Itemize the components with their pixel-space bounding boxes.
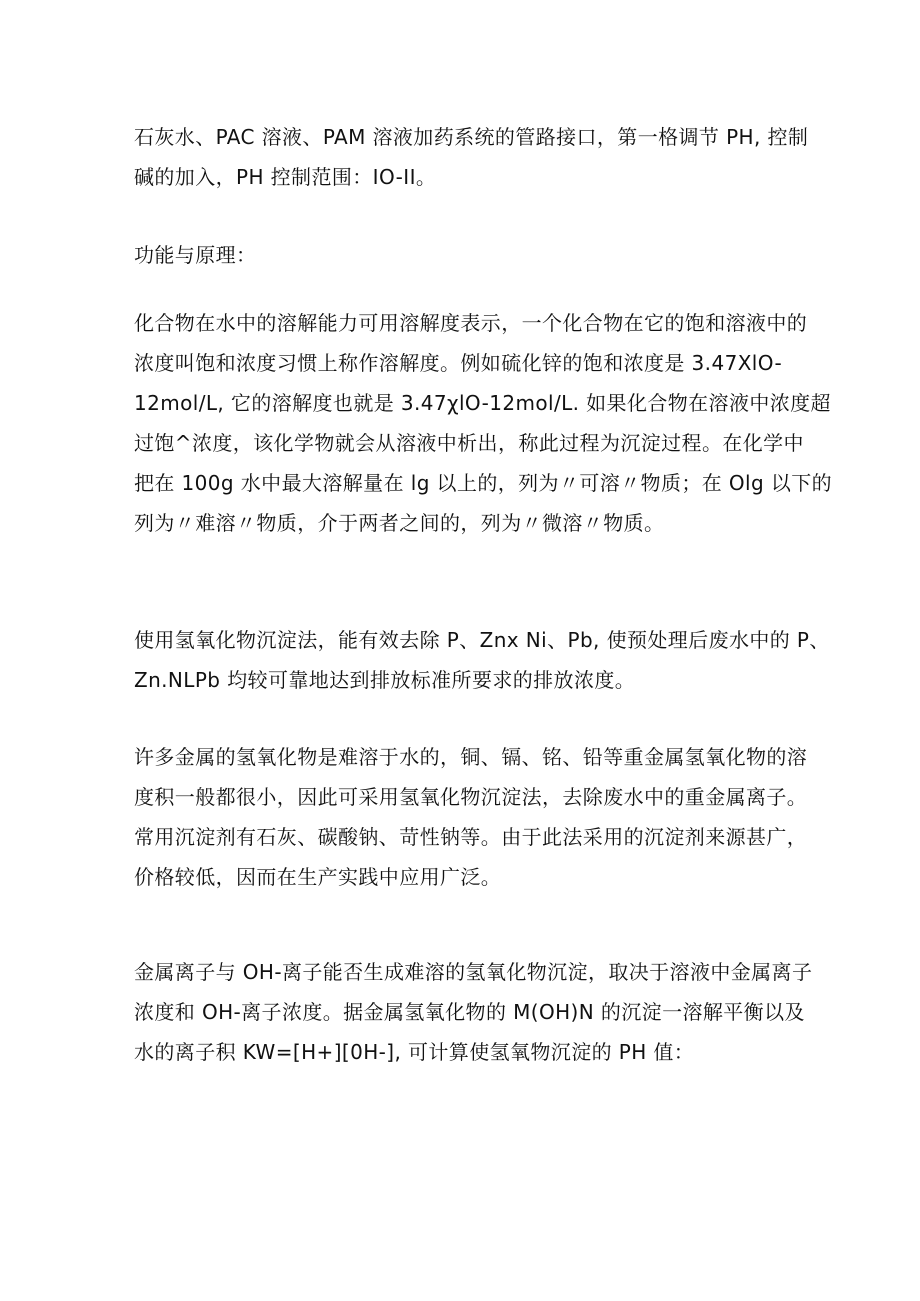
text-line: 浓度叫饱和浓度习惯上称作溶解度。例如硫化锌的饱和浓度是 3.47XlO- bbox=[134, 351, 783, 375]
text-line: 使用氢氧化物沉淀法，能有效去除 P、Znx Ni、Pb, 使预处理后废水中的 P、 bbox=[134, 628, 830, 652]
text-line: 过饱^浓度，该化学物就会从溶液中析出，称此过程为沉淀过程。在化学中 bbox=[134, 431, 804, 455]
text-line: 功能与原理： bbox=[134, 243, 257, 267]
text-line: 度积一般都很小，因此可采用氢氧化物沉淀法，去除废水中的重金属离子。 bbox=[134, 785, 808, 809]
text-line: 水的离子积 KW=[H+][0H-], 可计算使氢氧物沉淀的 PH 值： bbox=[134, 1040, 695, 1064]
paragraph-dosing-system bbox=[134, 117, 809, 197]
text-line: 许多金属的氢氧化物是难溶于水的，铜、镉、铭、铅等重金属氢氧化物的溶 bbox=[134, 745, 808, 769]
text-line: 石灰水、PAC 溶液、PAM 溶液加药系统的管路接口，第一格调节 PH, 控制 bbox=[134, 125, 809, 149]
paragraph-ph-calculation bbox=[134, 952, 813, 1072]
text-line: Zn.NLPb 均较可靠地达到排放标准所要求的排放浓度。 bbox=[134, 668, 636, 692]
text-line: 浓度和 OH-离子浓度。据金属氢氧化物的 M(OH)N 的沉淀一溶解平衡以及 bbox=[134, 1000, 805, 1024]
text-line: 常用沉淀剂有石灰、碳酸钠、苛性钠等。由于此法采用的沉淀剂来源甚广， bbox=[134, 825, 808, 849]
paragraph-solubility bbox=[134, 303, 833, 543]
text-line: 价格较低，因而在生产实践中应用广泛。 bbox=[134, 865, 502, 889]
paragraph-hydroxide-method bbox=[134, 620, 830, 700]
text-line: 把在 100g 水中最大溶解量在 lg 以上的，列为〃可溶〃物质；在 Olg 以下的 bbox=[134, 471, 833, 495]
text-line: 12mol/L, 它的溶解度也就是 3.47χlO-12mol/L. 如果化合物在溶液中浓度超 bbox=[134, 391, 831, 415]
text-line: 化合物在水中的溶解能力可用溶解度表示，一个化合物在它的饱和溶液中的 bbox=[134, 311, 808, 335]
section-heading-function-principle bbox=[134, 235, 804, 275]
text-line: 金属离子与 OH-离子能否生成难溶的氢氧化物沉淀，取决于溶液中金属离子 bbox=[134, 960, 813, 984]
text-line: 碱的加入，PH 控制范围：IO-II。 bbox=[134, 165, 437, 189]
text-line: 列为〃难溶〃物质，介于两者之间的，列为〃微溶〃物质。 bbox=[134, 511, 665, 535]
paragraph-heavy-metals bbox=[134, 737, 808, 897]
